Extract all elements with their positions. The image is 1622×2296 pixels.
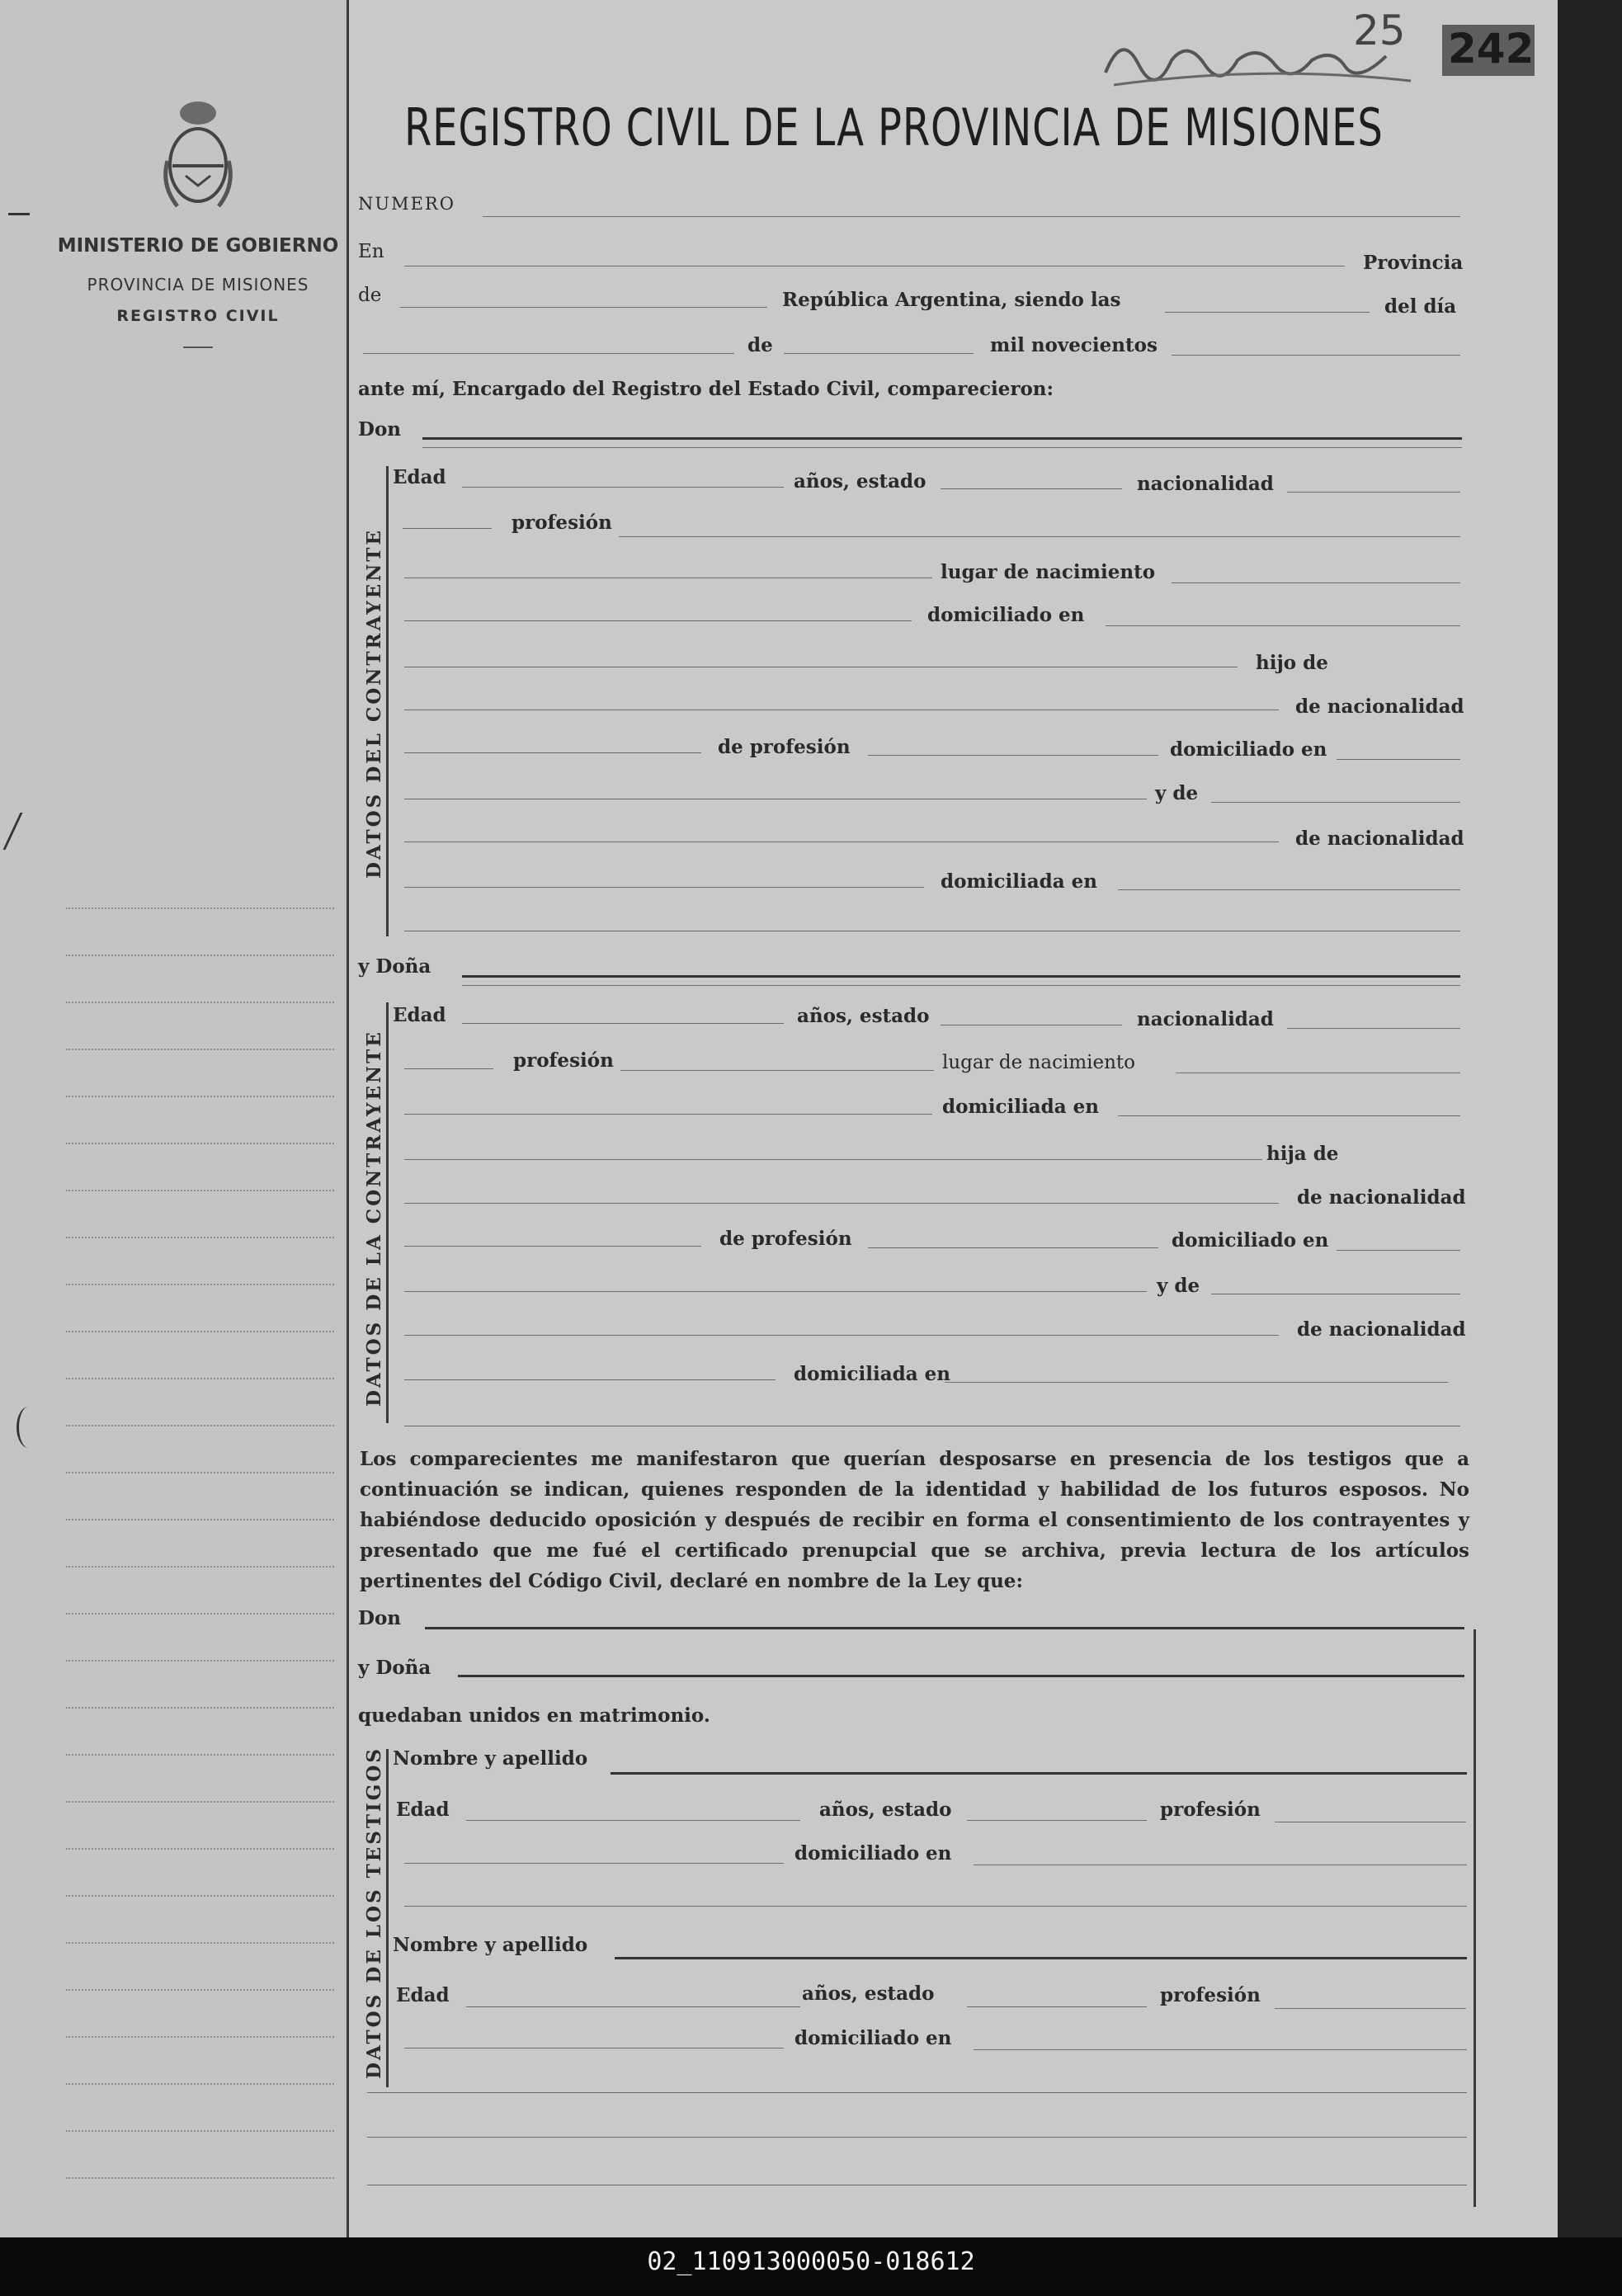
- f-yde-label: y de: [1157, 1275, 1200, 1297]
- declaration-text: Los comparecientes me manifestaron que querían desposarse en presencia de los testigos que a continuación se indican, quienes responden de la identidad y habilidad de los futuros esposos. No habiéndose deducido oposición y después de recibir en forma el consentimiento de los contrayentes y presentado que me fué el certificado prenupcial que se archiva, previa lectura de los artículos pertinentes del Código Civil, declaré en nombre de la Ley que:: [360, 1448, 1469, 1592]
- c-anos-label: años, estado: [794, 470, 927, 493]
- margin-dotted-line: [66, 1613, 334, 1615]
- f-nac-field[interactable]: [1287, 1028, 1460, 1029]
- c-yde-label: y de: [1155, 782, 1199, 804]
- t1-nombre-field[interactable]: [611, 1772, 1467, 1775]
- margin-dotted-line: [66, 1519, 334, 1520]
- f-lugar-label: lugar de nacimiento: [942, 1052, 1135, 1073]
- margin-dotted-line: [66, 1096, 334, 1097]
- f-dom-field[interactable]: [1118, 1115, 1460, 1116]
- margin-dotted-line: [66, 1754, 334, 1756]
- contrayenta-bracket: [386, 1002, 389, 1423]
- f-madre-nac-field[interactable]: [404, 1379, 776, 1380]
- c-edad-field[interactable]: [462, 487, 784, 488]
- numero-field[interactable]: [483, 216, 1460, 217]
- f-padre-nac-field[interactable]: [404, 1246, 701, 1247]
- c-madre-field[interactable]: [1211, 802, 1460, 803]
- margin-divider: [347, 0, 349, 2237]
- c-madre-nac-field[interactable]: [404, 887, 924, 888]
- closing-dona-label: y Doña: [358, 1657, 431, 1679]
- f-prof-field[interactable]: [620, 1070, 934, 1071]
- margin-dotted-line: [66, 2130, 334, 2132]
- f-prof-label: profesión: [513, 1049, 614, 1072]
- ano-field[interactable]: [1172, 355, 1460, 356]
- margin-dotted-line: [66, 1472, 334, 1473]
- dona-field-underline: [462, 985, 1460, 986]
- contrayenta-side-label: DATOS DE LA CONTRAYENTE: [363, 1030, 385, 1407]
- c-denac2-label: de nacionalidad: [1295, 827, 1464, 850]
- t1-prof-label: profesión: [1160, 1799, 1261, 1821]
- unidos-label: quedaban unidos en matrimonio.: [358, 1704, 710, 1727]
- f-denac-label: de nacionalidad: [1297, 1186, 1466, 1209]
- f-madre-dom-field[interactable]: [945, 1382, 1448, 1383]
- en-label: En: [358, 241, 384, 262]
- c-dom-label: domiciliado en: [927, 604, 1085, 626]
- folio-handwritten: 25: [1353, 7, 1406, 54]
- t2-edad-field[interactable]: [466, 2006, 800, 2007]
- margin-dotted-line: [66, 1002, 334, 1003]
- t2-edad-label: Edad: [396, 1984, 450, 2006]
- margin-dotted-line: [66, 1660, 334, 1662]
- del-dia-label: del día: [1384, 295, 1457, 318]
- margin-dotted-line: [66, 2083, 334, 2085]
- c-padre-prof-field[interactable]: [868, 755, 1158, 756]
- registry-label: REGISTRO CIVIL: [116, 307, 280, 325]
- t2-extra-field[interactable]: [367, 2092, 1467, 2093]
- ministry-rule: [183, 347, 213, 348]
- c-hijo-label: hijo de: [1256, 652, 1328, 674]
- testigos-side-label: DATOS DE LOS TESTIGOS: [363, 1746, 385, 2079]
- f-domen-label: domiciliado en: [1172, 1229, 1329, 1252]
- margin-dotted-line: [66, 2177, 334, 2179]
- hora-field[interactable]: [1165, 312, 1370, 313]
- scan-caption: 02_110913000050-018612: [647, 2247, 975, 2276]
- c-dom-field[interactable]: [1106, 625, 1460, 626]
- left-margin: [0, 0, 347, 2237]
- don-field[interactable]: [422, 437, 1462, 440]
- c-domiciliada-label: domiciliada en: [941, 870, 1097, 893]
- f-padre-dom-field[interactable]: [1337, 1250, 1460, 1251]
- t2-anos-label: años, estado: [802, 1982, 935, 2005]
- ante-label: ante mí, Encargado del Registro del Estado Civil, comparecieron:: [358, 378, 1054, 400]
- binding-mark: [8, 213, 30, 215]
- margin-dotted-line: [66, 1237, 334, 1238]
- c-prof-pre-field[interactable]: [403, 528, 492, 529]
- coat-of-arms-icon: [153, 95, 243, 219]
- t1-dom-label: domiciliado en: [794, 1842, 952, 1865]
- t2-extra2-field[interactable]: [367, 2137, 1467, 2138]
- don-label: Don: [358, 418, 402, 441]
- t1-estado-field[interactable]: [967, 1820, 1147, 1821]
- t1-edad-field[interactable]: [466, 1820, 800, 1821]
- t1-edad-label: Edad: [396, 1799, 450, 1821]
- c-prof-label: profesión: [512, 512, 612, 534]
- scanner-edge: [1558, 0, 1622, 2237]
- f-hija-label: hija de: [1266, 1143, 1339, 1165]
- margin-dotted-line: [66, 1801, 334, 1803]
- margin-dotted-line: [66, 2036, 334, 2038]
- testigos-bracket: [386, 1749, 389, 2087]
- c-padre-dom-field[interactable]: [1337, 759, 1460, 760]
- c-estado-field[interactable]: [941, 488, 1122, 489]
- margin-dotted-line: [66, 1049, 334, 1050]
- margin-dotted-line: [66, 1566, 334, 1568]
- contrayente-side-label: DATOS DEL CONTRAYENTE: [363, 528, 385, 879]
- contrayente-bracket: [386, 466, 389, 936]
- t1-dom-pre-field[interactable]: [404, 1863, 784, 1864]
- f-padre-prof-field[interactable]: [868, 1247, 1158, 1248]
- c-deprof-label: de profesión: [718, 736, 851, 758]
- t2-estado-field[interactable]: [967, 2006, 1147, 2007]
- mes-field[interactable]: [784, 353, 974, 354]
- f-edad-field[interactable]: [462, 1023, 784, 1024]
- f-edad-label: Edad: [393, 1004, 446, 1026]
- margin-dotted-line: [66, 1331, 334, 1332]
- margin-dotted-line: [66, 955, 334, 956]
- f-hija-pre-field[interactable]: [404, 1159, 1262, 1160]
- margin-dotted-line: [66, 1942, 334, 1944]
- margin-dotted-line: [66, 1190, 334, 1191]
- t1-extra-field[interactable]: [404, 1906, 1467, 1907]
- c-line4-field[interactable]: [404, 620, 912, 621]
- don-field-underline: [422, 447, 1462, 448]
- f-domiciliada-label: domiciliada en: [942, 1096, 1099, 1118]
- f-denac2-label: de nacionalidad: [1297, 1318, 1466, 1341]
- c-nac-field[interactable]: [1287, 492, 1460, 493]
- mil-label: mil novecientos: [990, 334, 1158, 356]
- f-prof-pre-field[interactable]: [404, 1068, 493, 1069]
- margin-dotted-line: [66, 1848, 334, 1850]
- f-anos-label: años, estado: [797, 1005, 930, 1027]
- dona-field[interactable]: [462, 975, 1460, 978]
- t2-prof-field[interactable]: [1275, 2008, 1466, 2009]
- margin-dotted-line: [66, 908, 334, 909]
- closing-don-field[interactable]: [425, 1627, 1464, 1629]
- t2-nombre-label: Nombre y apellido: [393, 1934, 588, 1956]
- t2-dom-label: domiciliado en: [794, 2027, 952, 2049]
- f-padre-dom2-field[interactable]: [404, 1291, 1147, 1292]
- f-nac-label: nacionalidad: [1137, 1008, 1274, 1030]
- provincia-field[interactable]: [400, 307, 767, 308]
- c-lugar-label: lugar de nacimiento: [941, 561, 1156, 583]
- c-denac-label: de nacionalidad: [1295, 695, 1464, 718]
- republica-label: República Argentina, siendo las: [782, 289, 1121, 311]
- folio-number: 242: [1448, 25, 1535, 73]
- t2-nombre-field[interactable]: [615, 1957, 1467, 1959]
- ministry-label: MINISTERIO DE GOBIERNO: [57, 235, 339, 257]
- binding-mark: [17, 1407, 40, 1448]
- margin-dotted-line: [66, 1895, 334, 1897]
- c-padre-nac-field[interactable]: [404, 752, 701, 753]
- margin-dotted-line: [66, 1425, 334, 1426]
- margin-dotted-line: [66, 1989, 334, 1991]
- c-lugar-field[interactable]: [1172, 582, 1460, 583]
- dona-label: y Doña: [358, 955, 431, 978]
- f-deprof-label: de profesión: [719, 1228, 852, 1250]
- c-madre-dom-field[interactable]: [1118, 889, 1460, 890]
- province-label: PROVINCIA DE MISIONES: [87, 275, 309, 295]
- de-label: de: [358, 285, 382, 306]
- t1-anos-label: años, estado: [819, 1799, 952, 1821]
- de2-label: de: [747, 334, 773, 356]
- c-domen-label: domiciliado en: [1170, 738, 1327, 761]
- c-prof-field[interactable]: [619, 536, 1460, 537]
- page-title: REGISTRO CIVIL DE LA PROVINCIA DE MISIONES: [404, 97, 1384, 158]
- t2-dom-field[interactable]: [974, 2049, 1467, 2050]
- closing-don-label: Don: [358, 1607, 402, 1629]
- margin-dotted-line: [66, 1143, 334, 1144]
- f-padre-field[interactable]: [404, 1203, 1279, 1204]
- margin-dotted-line: [66, 1284, 334, 1285]
- c-edad-label: Edad: [393, 466, 446, 488]
- t1-nombre-label: Nombre y apellido: [393, 1747, 588, 1770]
- numero-label: NUMERO: [358, 194, 455, 214]
- closing-dona-field[interactable]: [458, 1675, 1464, 1677]
- margin-dotted-line: [66, 1378, 334, 1379]
- c-nac-label: nacionalidad: [1137, 473, 1274, 495]
- margin-dotted-line: [66, 1707, 334, 1709]
- f-line3-field[interactable]: [404, 1114, 932, 1115]
- t2-prof-label: profesión: [1160, 1984, 1261, 2006]
- right-border: [1473, 1629, 1476, 2207]
- f-domiciliada2-label: domiciliada en: [794, 1363, 950, 1385]
- dia-field[interactable]: [363, 353, 734, 354]
- provincia-label: Provincia: [1363, 252, 1464, 274]
- f-madre2-field[interactable]: [404, 1335, 1279, 1336]
